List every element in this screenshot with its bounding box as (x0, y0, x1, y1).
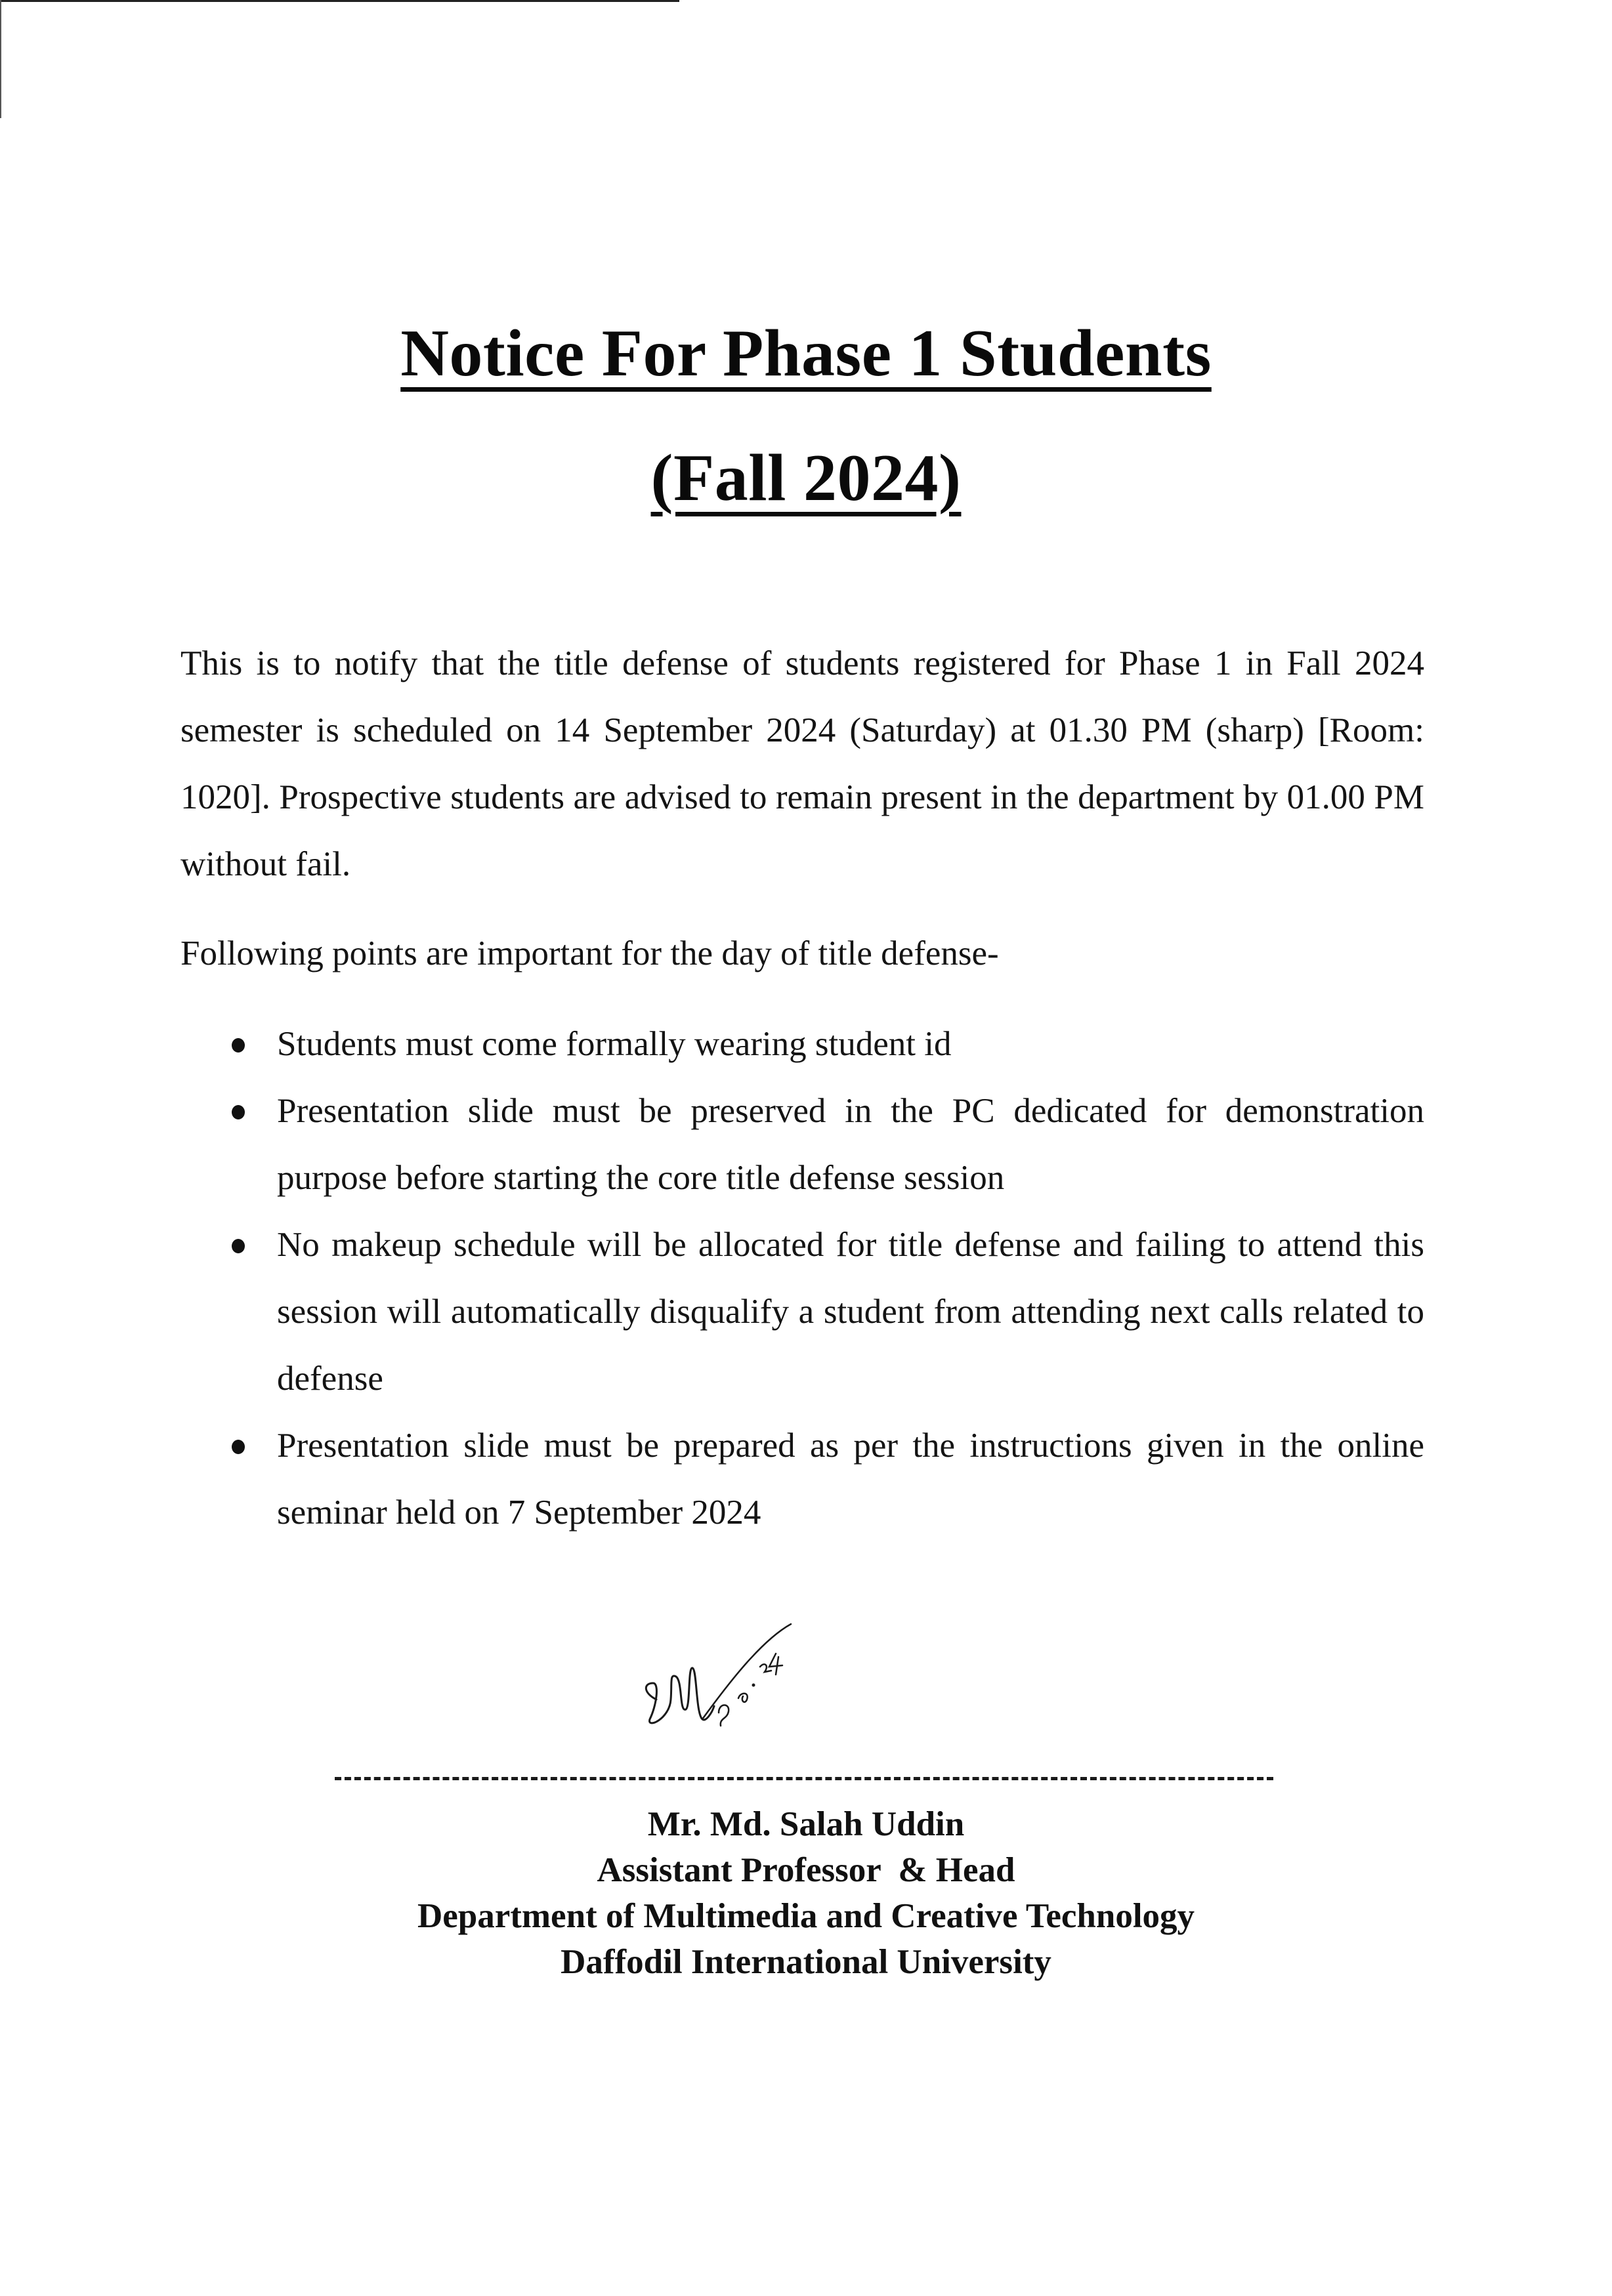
points-intro: Following points are important for the day of title defense- (180, 934, 999, 972)
list-item (180, 1077, 1424, 1211)
signatory-designation: Assistant Professor & Head (597, 1851, 1015, 1889)
list-item (180, 1211, 1424, 1412)
handwritten-signature (630, 1621, 827, 1745)
signatory-university: Daffodil International University (561, 1943, 1051, 1981)
notice-paragraph: This is to notify that the title defense of students registered for Phase 1 in Fall 2024 semester is scheduled on 14 September 2024 (Saturday) at 01.30 PM (sharp) [Room: 1020]. Prospective students are advised to remain present in the department by 01.00 PM without fail. (180, 644, 1424, 883)
scan-edge-line (0, 0, 1, 118)
point-text: Students must come formally wearing student id (277, 1025, 952, 1063)
signatory-name: Mr. Md. Salah Uddin (647, 1805, 965, 1843)
list-item (180, 1412, 1424, 1546)
bullet-icon (232, 1105, 245, 1119)
notice-subtitle: (Fall 2024) (650, 441, 962, 515)
point-text: No makeup schedule will be allocated for title defense and failing to attend this session will automatically disqualify a student from attending next calls related to defense (277, 1226, 1424, 1398)
point-text: Presentation slide must be preserved in the PC dedicated for demonstration purpose before starting the core title defense session (277, 1092, 1424, 1197)
notice-title: Notice For Phase 1 Students (400, 316, 1212, 390)
bullet-icon (232, 1239, 245, 1253)
scan-edge-line (0, 0, 679, 2)
bullet-icon (232, 1038, 245, 1053)
signature-divider (335, 1777, 1273, 1780)
point-text: Presentation slide must be prepared as per the instructions given in the online seminar held on 7 September 2024 (277, 1427, 1424, 1532)
important-points-list (180, 1011, 1424, 1546)
bullet-icon (232, 1440, 245, 1454)
list-item (180, 1011, 1424, 1077)
signatory-department: Department of Multimedia and Creative Technology (417, 1897, 1195, 1935)
signatory-block (0, 1801, 1612, 1985)
